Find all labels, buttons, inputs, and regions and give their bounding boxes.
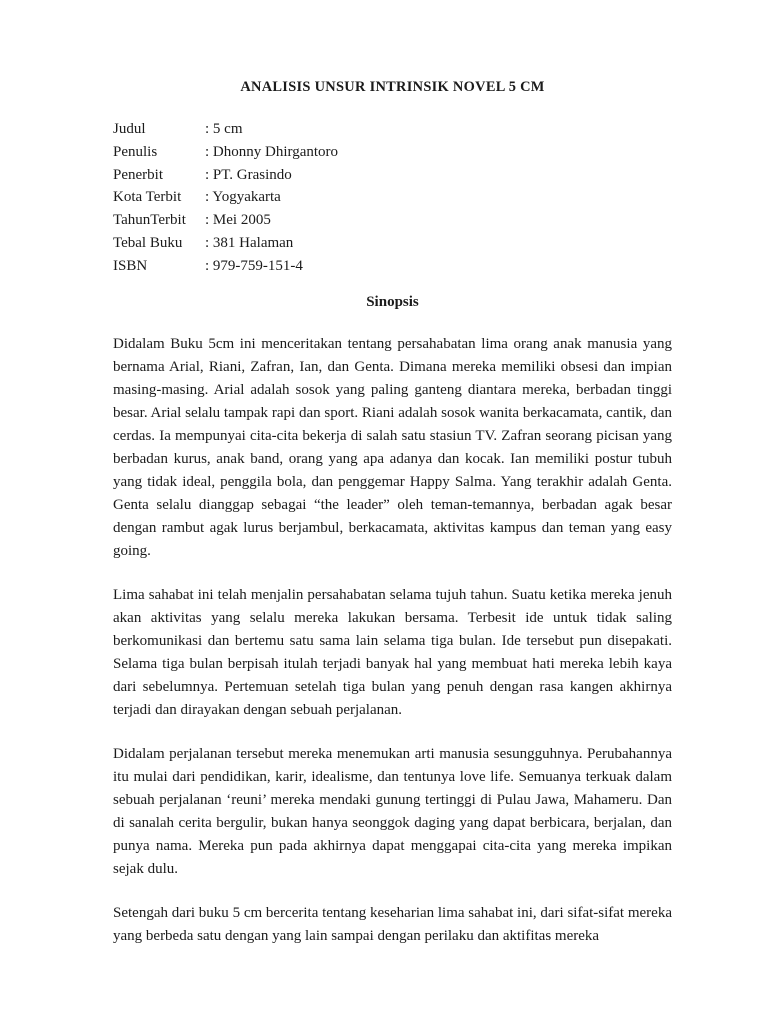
synopsis-paragraph-2: Lima sahabat ini telah menjalin persahabatan selama tujuh tahun. Suatu ketika mereka jenuh akan aktivitas yang selalu mereka lakukan bersama. Terbesit ide untuk tidak saling berkomunikasi dan bertemu satu sama lain selama tiga bulan. Ide tersebut pun disepakati. Selama tiga bulan berpisah itulah terjadi banyak hal yang membuat hati mereka lebih kaya dari sebelumnya. Pertemuan setelah tiga bulan yang penuh dengan rasa kangen akhirnya terjadi dan dirayakan dengan sebuah perjalanan. [113, 586, 672, 718]
metadata-row [113, 186, 672, 209]
metadata-value: : 5 cm [205, 121, 243, 137]
metadata-value: : 979-759-151-4 [205, 257, 303, 274]
metadata-label: Kota Terbit [113, 189, 182, 206]
metadata-row [113, 141, 672, 164]
metadata-value: : PT. Grasindo [205, 166, 292, 183]
metadata-label: TahunTerbit [113, 212, 186, 229]
metadata-row [113, 209, 672, 232]
metadata-label: Tebal Buku [113, 234, 183, 251]
page-title: ANALISIS UNSUR INTRINSIK NOVEL 5 CM [240, 79, 545, 95]
metadata-label: Penulis [113, 143, 158, 160]
metadata-row [113, 118, 672, 141]
metadata-value: : 381 Halaman [205, 234, 294, 251]
metadata-label: Judul [113, 121, 146, 137]
section-heading-sinopsis: Sinopsis [366, 293, 419, 310]
metadata-label: ISBN [113, 257, 148, 274]
book-metadata [113, 118, 672, 278]
synopsis-paragraph-4: Setengah dari buku 5 cm bercerita tentang keseharian lima sahabat ini, dari sifat-sifat mereka yang berbeda satu dengan yang lain sampai dengan perilaku dan aktifitas mereka [113, 904, 672, 944]
metadata-row [113, 232, 672, 255]
metadata-value: : Mei 2005 [205, 212, 271, 229]
synopsis-paragraph-3: Didalam perjalanan tersebut mereka menemukan arti manusia sesungguhnya. Perubahannya itu mulai dari pendidikan, karir, idealisme, dan tentunya love life. Semuanya terkuak dalam sebuah perjalanan ‘reuni’ mereka mendaki gunung tertinggi di Pulau Jawa, Mahameru. Dan di sanalah cerita bergulir, bukan hanya seonggok daging yang dapat berbicara, berjalan, dan punya nama. Mereka pun pada akhirnya dapat menggapai cita-cita yang mereka impikan sejak dulu. [113, 745, 672, 877]
metadata-value: : Yogyakarta [205, 189, 281, 206]
metadata-value: : Dhonny Dhirgantoro [205, 143, 339, 160]
metadata-row [113, 255, 672, 278]
synopsis-paragraph-1: Didalam Buku 5cm ini menceritakan tentang persahabatan lima orang anak manusia yang bernama Arial, Riani, Zafran, Ian, dan Genta. Dimana mereka memiliki obsesi dan impian masing-masing. Arial adalah sosok yang paling ganteng diantara mereka, berbadan tinggi besar. Arial selalu tampak rapi dan sport. Riani adalah sosok wanita berkacamata, cantik, dan cerdas. Ia mempunyai cita-cita bekerja di salah satu stasiun TV. Zafran seorang picisan yang berbadan kurus, anak band, orang yang apa adanya dan kocak. Ian memiliki postur tubuh yang tidak ideal, penggila bola, dan penggemar Happy Salma. Yang terakhir adalah Genta. Genta selalu dianggap sebagai “the leader” oleh teman-temannya, berbadan agak besar dengan rambut agak lurus berjambul, berkacamata, aktivitas kampus dan teman yang easy going. [113, 335, 672, 559]
metadata-row [113, 164, 672, 187]
metadata-label: Penerbit [113, 166, 163, 183]
